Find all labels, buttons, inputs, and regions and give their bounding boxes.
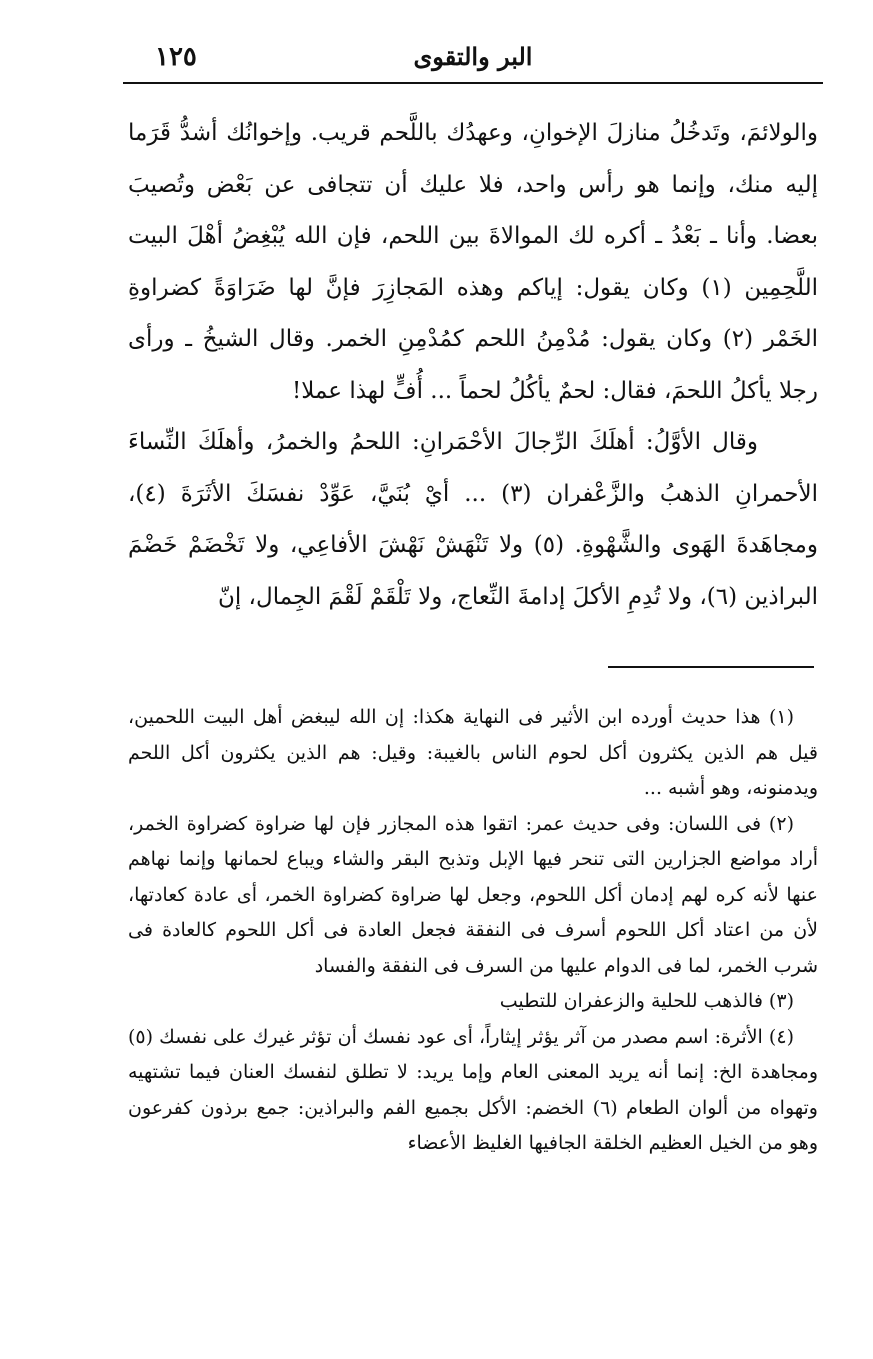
footnote-2: (٢) فى اللسان: وفى حديث عمر: اتقوا هذه المجازر فإن لها ضراوة كضراوة الخمر، أراد مواضع الجزارين التى تنحر فيها الإبل وتذبح البقر والشاء ويباع لحمانها وإنما نهاهم عنها لأنه كره لهم إدمان أكل اللحوم، وجعل لها ضراوة كضراوة الخمر، أى عادة كعادتها، لأن من اعتاد أكل اللحوم أسرف فى النفقة فجعل العادة فى أكل اللحوم كالعادة فى شرب الخمر، لما فى الدوام عليها من السرف فى النفقة والفساد	[128, 812, 818, 977]
main-text	[128, 108, 818, 623]
footnote-3: (٣) فالذهب للحلية والزعفران للتطيب	[499, 990, 794, 1012]
footnote-rule	[608, 666, 814, 668]
header-rule	[123, 82, 823, 84]
page-header	[125, 38, 821, 82]
running-title: البر والتقوى	[413, 42, 533, 71]
page-number: ١٢٥	[155, 42, 197, 72]
main-paragraph-1: والولائمَ، وتَدخُلُ منازلَ الإخوانِ، وعهدُك باللَّحم قريب. وإخوانُك أشدُّ قَرَما إليه منك، وإنما هو رأس واحد، فلا عليك أن تتجافى عن بَعْض وتُصيبَ بعضا. وأنا ـ بَعْدُ ـ أكره لك الموالاةَ بين اللحم، فإن الله يُبْغِضُ أهْلَ البيت اللَّحِمِين (١) وكان يقول: إياكم وهذه المَجازِرَ فإنَّ لها ضَرَاوَةً كضراوةِ الخَمْر (٢) وكان يقول: مُدْمِنُ اللحم كمُدْمِنِ الخمر. وقال الشيخُ ـ ورأى رجلا يأكلُ اللحمَ، فقال: لحمٌ يأكُلُ لحماً ... أُفٍّ لهذا عملا!	[128, 120, 818, 404]
footnotes-4-to-6: (٤) الأثرة: اسم مصدر من آثر يؤثر إيثاراً، أى عود نفسك أن تؤثر غيرك على نفسك (٥) ومجاهدة الخ: إنما أنه يريد المعنى العام وإما يريد: لا تطلق لنفسك العنان فيما تشتهيه وتهواه من ألوان الطعام (٦) الخضم: الأكل بجميع الفم والبراذين: جمع برذون كفرعون وهو من الخيل العظيم الخلقة الجافيها الغليظ الأعضاء	[128, 1025, 818, 1154]
footnote-1: (١) هذا حديث أورده ابن الأثير فى النهاية هكذا: إن الله ليبغض أهل البيت اللحمين، قيل هم الذين يكثرون أكل لحوم الناس بالغيبة: وقيل: هم الذين يكثرون أكل اللحم ويدمنونه، وهو أشبه ...	[128, 706, 818, 799]
footnotes	[128, 700, 818, 1162]
main-paragraph-2: وقال الأوَّلُ: أهلَكَ الرِّجالَ الأحْمَرانِ: اللحمُ والخمرُ، وأهلَكَ النِّساءَ الأحمرانِ الذهبُ والزَّعْفران (٣) ... أيْ بُنَيَّ، عَوِّدْ نفسَكَ الأثَرَةَ (٤)، ومجاهَدةَ الهَوى والشَّهْوةِ. (٥) ولا تَنْهَشْ نَهْشَ الأفاعِي، ولا تَخْضَمْ خَضْمَ البراذين (٦)، ولا تُدِمِ الأكلَ إدامةَ النِّعاج، ولا تَلْقَمْ لَقْمَ الجِمال، إنّ	[128, 429, 818, 610]
